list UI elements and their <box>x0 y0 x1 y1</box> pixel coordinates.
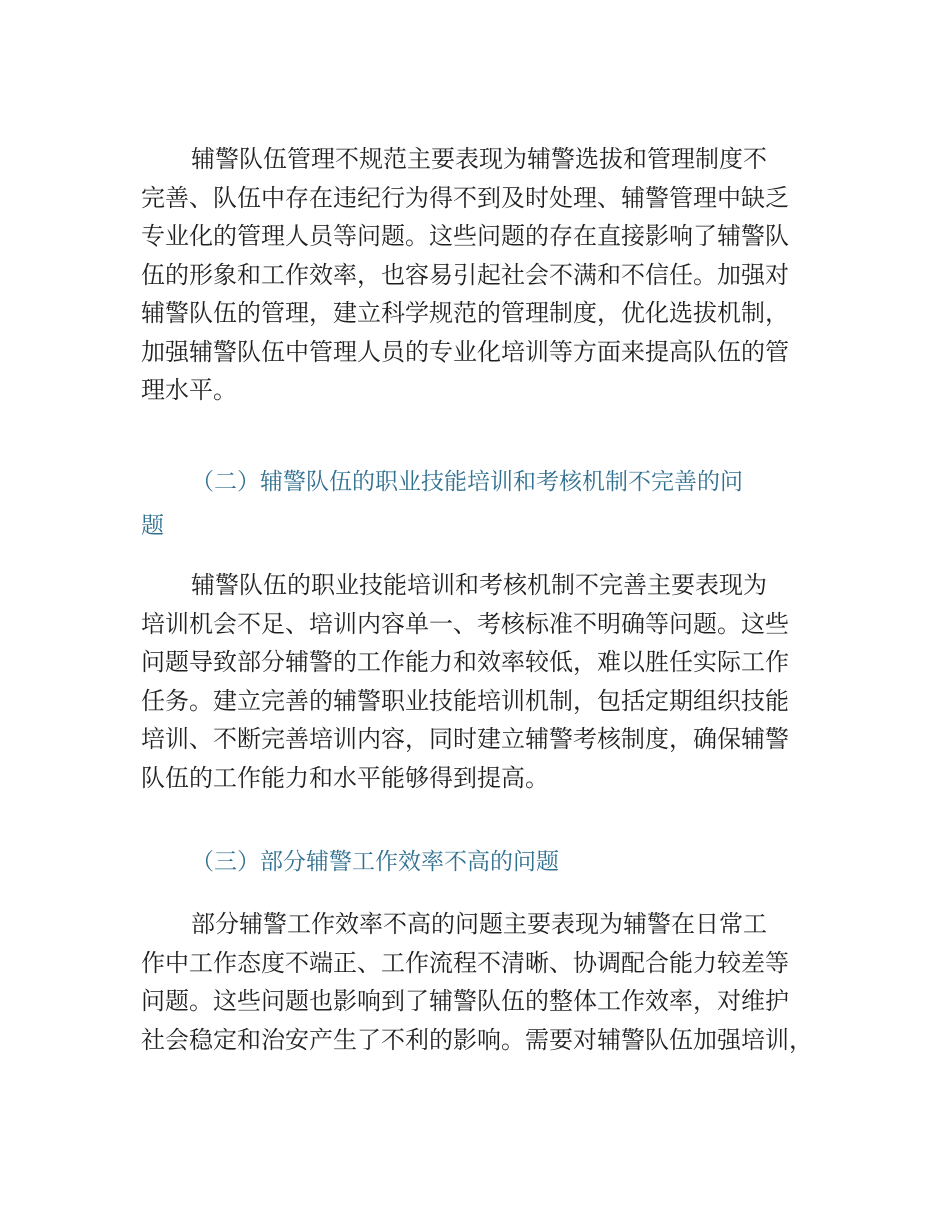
heading-line: 题 <box>141 513 164 539</box>
text-line: 问题。这些问题也影响到了辅警队伍的整体工作效率，对维护 <box>141 987 789 1015</box>
paragraph-training <box>141 566 821 797</box>
text-line: 完善、队伍中存在违纪行为得不到及时处理、辅警管理中缺乏 <box>141 183 789 212</box>
section-heading-2 <box>141 460 821 548</box>
text-line: 伍的形象和工作效率，也容易引起社会不满和不信任。加强对 <box>141 260 789 289</box>
text-line: 辅警队伍的职业技能培训和考核机制不完善主要表现为 <box>191 571 767 599</box>
heading-line: （二）辅警队伍的职业技能培训和考核机制不完善的问 <box>191 469 743 495</box>
text-line: 问题导致部分辅警的工作能力和效率较低，难以胜任实际工作 <box>141 648 789 676</box>
text-line: 任务。建立完善的辅警职业技能培训机制，包括定期组织技能 <box>141 686 789 715</box>
text-line: 作中工作态度不端正、工作流程不清晰、协调配合能力较差等 <box>141 948 789 977</box>
text-line: 部分辅警工作效率不高的问题主要表现为辅警在日常工 <box>191 910 767 938</box>
text-line: 专业化的管理人员等问题。这些问题的存在直接影响了辅警队 <box>141 222 789 250</box>
text-line: 社会稳定和治安产生了不利的影响。需要对辅警队伍加强培训， <box>141 1025 813 1054</box>
text-line: 辅警队伍的管理，建立科学规范的管理制度，优化选拔机制， <box>141 299 789 327</box>
text-line: 辅警队伍管理不规范主要表现为辅警选拔和管理制度不 <box>191 145 767 173</box>
section-heading-3 <box>141 840 821 884</box>
paragraph-efficiency <box>141 905 821 1059</box>
paragraph-management <box>141 140 821 410</box>
text-line: 培训、不断完善培训内容，同时建立辅警考核制度，确保辅警 <box>141 725 789 753</box>
heading-line: （三）部分辅警工作效率不高的问题 <box>191 849 559 875</box>
text-line: 理水平。 <box>141 376 237 404</box>
text-line: 队伍的工作能力和水平能够得到提高。 <box>141 763 549 792</box>
text-line: 培训机会不足、培训内容单一、考核标准不明确等问题。这些 <box>141 609 789 638</box>
text-line: 加强辅警队伍中管理人员的专业化培训等方面来提高队伍的管 <box>141 337 789 366</box>
